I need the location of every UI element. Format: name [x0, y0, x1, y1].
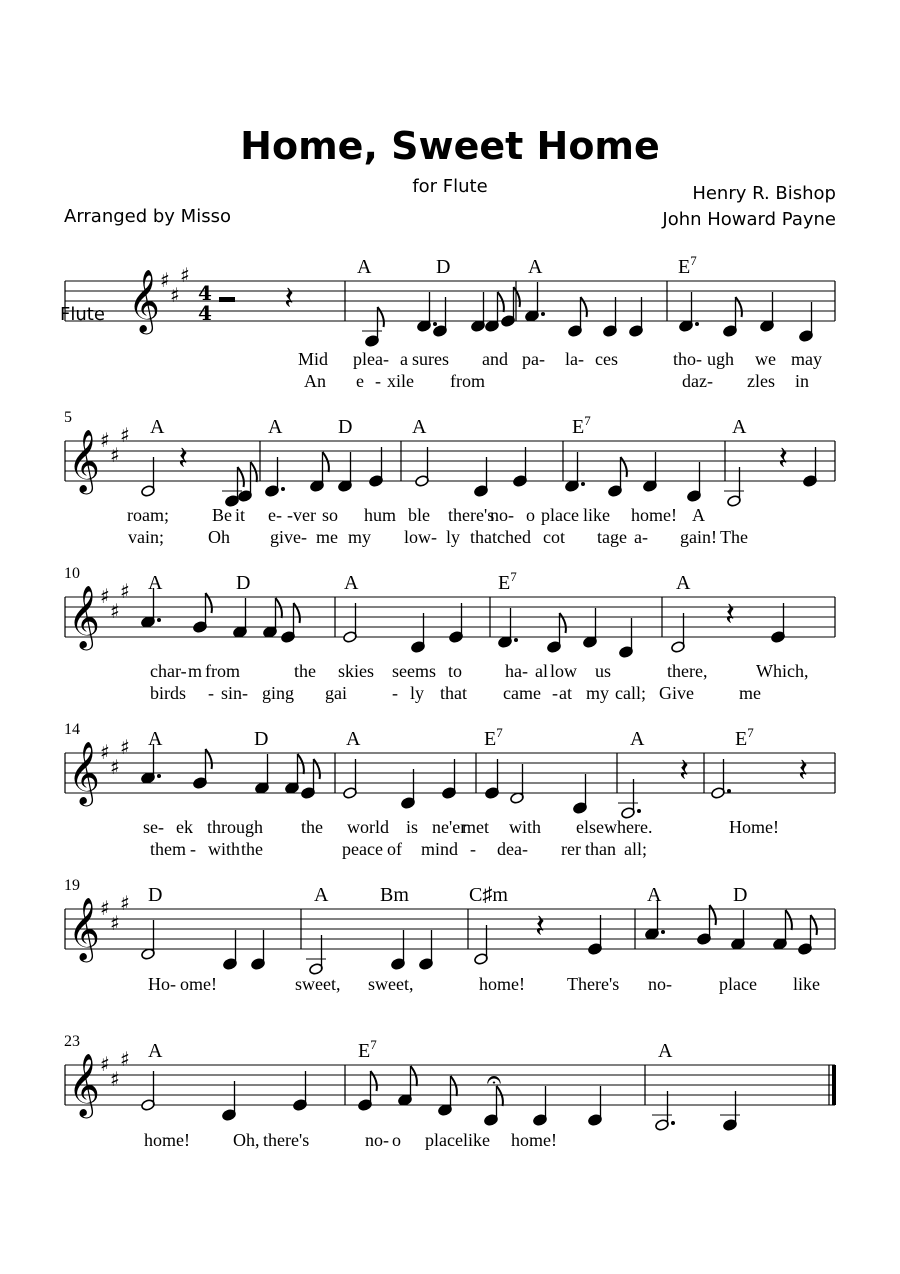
- lyric-verse-2: of: [387, 839, 402, 859]
- lyric-verse-1: tho-: [673, 349, 702, 369]
- lyric-verse-1: ugh: [707, 349, 734, 369]
- quarter-rest: 𝄽: [778, 439, 788, 477]
- lyric-verse-1: home!: [631, 505, 677, 525]
- lyric-verse-2: from: [450, 371, 485, 391]
- lyric-verse-2: them: [150, 839, 186, 859]
- sharp-icon: ♯: [110, 1067, 120, 1091]
- lyric-verse-2: me: [316, 527, 338, 547]
- lyric-verse-1: the: [301, 817, 323, 837]
- lyric-verse-2: ly: [410, 683, 425, 703]
- treble-clef-icon: 𝄞: [68, 741, 100, 804]
- lyric-verse-1: sweet,: [368, 974, 414, 994]
- lyric-verse-2: Give: [659, 683, 694, 703]
- lyric-verse-1: la-: [565, 349, 584, 369]
- lyric-verse-1: no-: [490, 505, 514, 525]
- quarter-rest: 𝄽: [284, 279, 294, 317]
- chord-symbol: A: [148, 1040, 163, 1062]
- lyric-verse-1: there's: [263, 1130, 310, 1150]
- lyric-verse-1: world: [347, 817, 389, 837]
- lyric-verse-1: met: [462, 817, 489, 837]
- chord-symbol: D: [338, 416, 353, 438]
- chord-symbol: A: [268, 416, 283, 438]
- lyric-verse-2: ging: [262, 683, 295, 703]
- lyric-verse-1: ces: [595, 349, 618, 369]
- chord-symbol: C♯m: [469, 884, 508, 906]
- lyric-verse-2: -: [208, 683, 214, 703]
- sharp-icon: ♯: [120, 891, 130, 915]
- lyric-verse-2: my: [586, 683, 610, 703]
- lyric-verse-1: Ho-: [148, 974, 176, 994]
- quarter-rest: 𝄽: [178, 439, 188, 477]
- lyric-verse-2: vain;: [128, 527, 164, 547]
- lyric-verse-2: daz-: [682, 371, 713, 391]
- lyricist-credit: John Howard Payne: [662, 209, 836, 230]
- lyric-verse-1: with: [509, 817, 542, 837]
- sharp-icon: ♯: [110, 599, 120, 623]
- eighth-flag: [498, 292, 504, 312]
- lyric-verse-1: the: [294, 661, 316, 681]
- lyric-verse-1: ek: [176, 817, 193, 837]
- page-title: Home, Sweet Home: [240, 124, 660, 168]
- eighth-flag: [811, 915, 817, 935]
- chord-symbol: A: [314, 884, 329, 906]
- sharp-icon: ♯: [110, 755, 120, 779]
- lyric-verse-1: we: [755, 349, 776, 369]
- lyric-verse-1: like: [793, 974, 820, 994]
- lyric-verse-2: dea-: [497, 839, 528, 859]
- lyric-verse-2: me: [739, 683, 761, 703]
- chord-symbol: D: [733, 884, 748, 906]
- chord-symbol: A: [658, 1040, 673, 1062]
- lyric-verse-2: that: [440, 683, 467, 703]
- composer-credit: Henry R. Bishop: [692, 183, 836, 204]
- chord-symbol: A: [150, 416, 165, 438]
- chord-symbol: D: [236, 572, 251, 594]
- lyric-verse-2: -: [552, 683, 558, 703]
- lyric-verse-1: ne'er: [432, 817, 467, 837]
- eighth-flag: [206, 749, 212, 769]
- sharp-icon: ♯: [120, 1047, 130, 1071]
- lyric-verse-2: came: [503, 683, 541, 703]
- sharp-icon: ♯: [120, 735, 130, 759]
- chord-symbol: A: [528, 256, 543, 278]
- lyric-verse-2: gain!: [680, 527, 717, 547]
- lyric-verse-1: low: [550, 661, 577, 681]
- lyric-verse-2: e: [356, 371, 364, 391]
- treble-clef-icon: 𝄞: [68, 1053, 100, 1116]
- measure-number: 10: [64, 565, 80, 582]
- eighth-flag: [371, 1071, 377, 1091]
- lyric-verse-2: -: [392, 683, 398, 703]
- lyric-verse-2: all;: [624, 839, 647, 859]
- eighth-flag: [206, 593, 212, 613]
- chord-symbol: Bm: [380, 884, 409, 906]
- sharp-icon: ♯: [100, 428, 110, 452]
- chord-symbol: A: [732, 416, 747, 438]
- sharp-icon: ♯: [180, 263, 190, 287]
- chord-symbol: $E^7$: [358, 1037, 377, 1062]
- lyric-verse-1: us: [595, 661, 612, 681]
- augmentation-dot: [157, 618, 161, 622]
- chord-symbol: A: [676, 572, 691, 594]
- augmentation-dot: [637, 809, 641, 813]
- chord-symbol: A: [647, 884, 662, 906]
- lyric-verse-1: place: [719, 974, 757, 994]
- chord-symbol: $E^7$: [498, 569, 517, 594]
- lyric-verse-2: -: [190, 839, 196, 859]
- sharp-icon: ♯: [120, 423, 130, 447]
- sharp-icon: ♯: [100, 740, 110, 764]
- lyric-verse-2: in: [795, 371, 810, 391]
- chord-symbol: A: [346, 728, 361, 750]
- lyric-verse-1: plea-: [353, 349, 389, 369]
- lyric-verse-1: e-: [268, 505, 282, 525]
- lyric-verse-2: ly: [446, 527, 461, 547]
- time-signature-bottom: 4: [198, 301, 212, 325]
- lyric-verse-1: it: [235, 505, 246, 525]
- measure-number: 14: [64, 721, 80, 738]
- eighth-flag: [294, 603, 300, 623]
- lyric-verse-2: cot: [543, 527, 565, 547]
- lyric-verse-2: mind: [421, 839, 459, 859]
- augmentation-dot: [727, 789, 731, 793]
- augmentation-dot: [433, 322, 437, 326]
- lyric-verse-2: gai: [325, 683, 347, 703]
- augmentation-dot: [695, 322, 699, 326]
- chord-symbol: $E^7$: [572, 413, 591, 438]
- treble-clef-icon: 𝄞: [68, 897, 100, 960]
- lyric-verse-2: An: [304, 371, 326, 391]
- eighth-flag: [276, 598, 282, 618]
- lyric-verse-2: rer: [561, 839, 581, 859]
- augmentation-dot: [281, 487, 285, 491]
- lyric-verse-1: roam;: [127, 505, 169, 525]
- augmentation-dot: [671, 1121, 675, 1125]
- lyric-verse-1: place: [425, 1130, 463, 1150]
- lyric-verse-1: pa-: [522, 349, 545, 369]
- chord-symbol: A: [344, 572, 359, 594]
- sharp-icon: ♯: [110, 911, 120, 935]
- sharp-icon: ♯: [160, 268, 170, 292]
- lyric-verse-1: through: [207, 817, 263, 837]
- lyric-verse-1: like: [583, 505, 610, 525]
- lyric-verse-2: -: [470, 839, 476, 859]
- chord-symbol: A: [148, 572, 163, 594]
- quarter-rest: 𝄽: [798, 751, 808, 789]
- lyric-verse-1: there,: [667, 661, 708, 681]
- lyric-verse-2: peace: [342, 839, 383, 859]
- quarter-rest: 𝄽: [535, 907, 545, 945]
- lyric-verse-2: xile: [387, 371, 414, 391]
- lyric-verse-1: char-: [150, 661, 187, 681]
- lyric-verse-1: sures: [412, 349, 449, 369]
- lyric-verse-1: m: [188, 661, 203, 681]
- lyric-verse-1: skies: [338, 661, 374, 681]
- chord-symbol: A: [630, 728, 645, 750]
- sharp-icon: ♯: [100, 1052, 110, 1076]
- lyric-verse-2: thatched: [470, 527, 531, 547]
- lyric-verse-1: -ver: [287, 505, 316, 525]
- arranger-credit: Arranged by Misso: [64, 206, 231, 227]
- fermata-icon: 𝄐: [486, 1065, 502, 1095]
- chord-symbol: D: [436, 256, 451, 278]
- final-barline-thick: [832, 1065, 836, 1105]
- chord-symbol: $E^7$: [484, 725, 503, 750]
- sharp-icon: ♯: [170, 283, 180, 307]
- measure-number: 19: [64, 877, 80, 894]
- eighth-flag: [238, 467, 244, 487]
- lyric-verse-1: A: [692, 505, 705, 525]
- sharp-icon: ♯: [100, 584, 110, 608]
- lyric-verse-1: a: [400, 349, 408, 369]
- lyric-verse-1: elsewhere.: [576, 817, 653, 837]
- lyric-verse-1: there's: [448, 505, 495, 525]
- eighth-flag: [581, 297, 587, 317]
- lyric-verse-2: Oh: [208, 527, 230, 547]
- lyric-verse-2: The: [720, 527, 748, 547]
- lyric-verse-2: give-: [270, 527, 307, 547]
- quarter-rest: 𝄽: [725, 595, 735, 633]
- eighth-flag: [514, 287, 520, 307]
- treble-clef-icon: 𝄞: [68, 585, 100, 648]
- augmentation-dot: [581, 482, 585, 486]
- sharp-icon: ♯: [100, 896, 110, 920]
- augmentation-dot: [157, 774, 161, 778]
- lyric-verse-1: is: [406, 817, 419, 837]
- lyric-verse-1: al: [535, 661, 548, 681]
- lyric-verse-1: o: [526, 505, 535, 525]
- lyric-verse-1: so: [322, 505, 339, 525]
- lyric-verse-2: at: [559, 683, 572, 703]
- eighth-flag: [786, 910, 792, 930]
- lyric-verse-2: birds: [150, 683, 186, 703]
- lyric-verse-1: from: [205, 661, 240, 681]
- quarter-rest: 𝄽: [679, 751, 689, 789]
- lyric-verse-1: like: [463, 1130, 490, 1150]
- time-signature-top: 4: [198, 281, 212, 305]
- treble-clef-icon: 𝄞: [128, 269, 160, 332]
- lyric-verse-1: place: [541, 505, 579, 525]
- eighth-flag: [251, 462, 257, 482]
- lyric-verse-1: and: [482, 349, 508, 369]
- lyric-verse-2: -: [375, 371, 381, 391]
- lyric-verse-2: zles: [747, 371, 775, 391]
- lyric-verse-1: Be: [212, 505, 232, 525]
- eighth-flag: [560, 613, 566, 633]
- augmentation-dot: [661, 930, 665, 934]
- lyric-verse-1: se-: [143, 817, 164, 837]
- eighth-flag: [710, 905, 716, 925]
- chord-symbol: $E^7$: [735, 725, 754, 750]
- sharp-icon: ♯: [110, 443, 120, 467]
- lyric-verse-1: seems: [392, 661, 436, 681]
- lyric-verse-2: low-: [404, 527, 437, 547]
- lyric-verse-1: no-: [648, 974, 672, 994]
- lyric-verse-1: home!: [144, 1130, 190, 1150]
- lyric-verse-1: to: [448, 661, 463, 681]
- lyric-verse-2: the: [241, 839, 263, 859]
- augmentation-dot: [514, 638, 518, 642]
- lyric-verse-1: sweet,: [295, 974, 341, 994]
- lyric-verse-2: my: [348, 527, 372, 547]
- eighth-flag: [378, 307, 384, 327]
- eighth-flag: [451, 1076, 457, 1096]
- eighth-flag: [323, 452, 329, 472]
- lyric-verse-1: o: [392, 1130, 401, 1150]
- eighth-flag: [411, 1066, 417, 1086]
- lyric-verse-1: Home!: [729, 817, 779, 837]
- lyric-verse-1: Mid: [298, 349, 329, 369]
- eighth-flag: [736, 297, 742, 317]
- lyric-verse-2: a-: [634, 527, 648, 547]
- lyric-verse-1: ble: [408, 505, 430, 525]
- lyric-verse-2: tage: [597, 527, 627, 547]
- half-rest: [219, 297, 235, 302]
- subtitle: for Flute: [412, 176, 488, 197]
- instrument-label: Flute: [60, 304, 105, 325]
- chord-symbol: A: [148, 728, 163, 750]
- lyric-verse-1: home!: [479, 974, 525, 994]
- measure-number: 23: [64, 1033, 80, 1050]
- sharp-icon: ♯: [120, 579, 130, 603]
- measure-number: 5: [64, 409, 72, 426]
- lyric-verse-1: home!: [511, 1130, 557, 1150]
- treble-clef-icon: 𝄞: [68, 429, 100, 492]
- lyric-verse-1: hum: [364, 505, 397, 525]
- chord-symbol: D: [148, 884, 163, 906]
- chord-symbol: $E^7$: [678, 253, 697, 278]
- lyric-verse-1: Oh,: [233, 1130, 260, 1150]
- lyric-verse-1: Which,: [756, 661, 809, 681]
- eighth-flag: [314, 759, 320, 779]
- lyric-verse-1: There's: [567, 974, 620, 994]
- chord-symbol: A: [357, 256, 372, 278]
- lyric-verse-2: call;: [615, 683, 646, 703]
- lyric-verse-1: ome!: [180, 974, 217, 994]
- augmentation-dot: [541, 312, 545, 316]
- lyric-verse-1: may: [791, 349, 822, 369]
- lyric-verse-1: ha-: [505, 661, 528, 681]
- lyric-verse-2: with: [208, 839, 241, 859]
- lyric-verse-2: than: [585, 839, 616, 859]
- lyric-verse-1: no-: [365, 1130, 389, 1150]
- eighth-flag: [298, 754, 304, 774]
- lyric-verse-2: sin-: [221, 683, 248, 703]
- chord-symbol: D: [254, 728, 269, 750]
- eighth-flag: [621, 457, 627, 477]
- chord-symbol: A: [412, 416, 427, 438]
